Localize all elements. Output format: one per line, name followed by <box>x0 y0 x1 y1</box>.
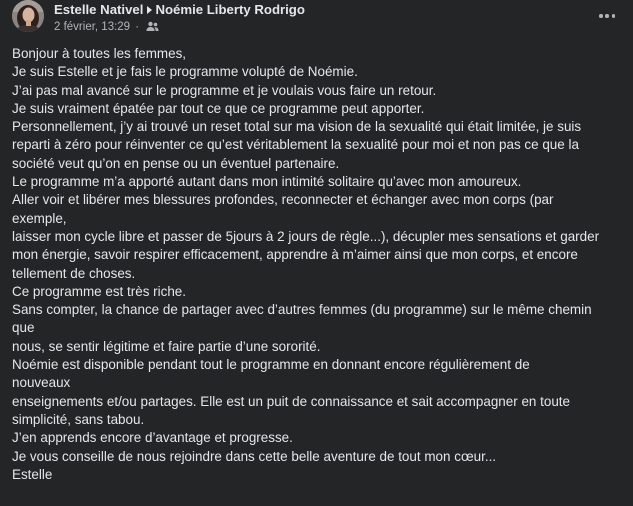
post-text-line: J’ai pas mal avancé sur le programme et je voulais vous faire un retour. <box>12 82 437 98</box>
meta-separator: · <box>135 21 140 33</box>
post-text-line: simplicité, sans tabou. <box>12 411 145 427</box>
post-text-line: que <box>12 320 35 336</box>
post-text-line: Le programme m’a apporté autant dans mon intimité solitaire qu’avec mon amoureux. <box>12 174 522 190</box>
dot <box>599 14 603 18</box>
arrow-right-icon <box>147 6 152 14</box>
dot <box>612 14 616 18</box>
avatar-image <box>12 0 44 32</box>
post-text-line: Bonjour à toutes les femmes, <box>12 46 187 61</box>
post-text-line: Je vous conseille de nous rejoindre dans cette belle aventure de tout mon cœur... <box>12 448 497 464</box>
post-text-line: enseignements et/ou partages. Elle est un puit de connaissance et sait accompagner en toute <box>12 393 571 409</box>
post-text-line: Je suis vraiment épatée par tout ce que ce programme peut apporter. <box>12 100 425 116</box>
post-meta <box>54 20 159 36</box>
post-text-line: exemple, <box>12 210 67 226</box>
post-text-line: nouveaux <box>12 375 71 391</box>
post-text-line: reparti à zéro pour réinventer ce qu’est véritablement la sexualité pour moi et non pas ce que la <box>12 137 579 153</box>
post-timestamp[interactable]: 2 février, 13:29 <box>54 21 131 33</box>
post-text-line: Je suis Estelle et je fais le programme volupté de Noémie. <box>12 64 358 80</box>
post-body <box>12 45 614 484</box>
post-text-line: Sans compter, la chance de partager avec d’autres femmes (du programme) sur le même chemin <box>12 302 592 318</box>
more-options-icon[interactable] <box>595 8 619 24</box>
post-header <box>0 0 633 40</box>
author-name[interactable]: Estelle Nativel <box>54 2 144 17</box>
group-name[interactable]: Noémie Liberty Rodrigo <box>155 2 305 17</box>
post-text-line: Ce programme est très riche. <box>12 283 186 299</box>
post-title <box>54 2 305 18</box>
post-text-line: société veut qu’on en pense ou un éventuel partenaire. <box>12 155 340 171</box>
post-text-line: J’en apprends encore d’avantage et progresse. <box>12 430 293 446</box>
post-text-line: Personnellement, j’y ai trouvé un reset total sur ma vision de la sexualité qui était limitée, je suis <box>12 119 582 135</box>
post-text-line: mon énergie, savoir respirer efficacement, apprendre à m’aimer ainsi que mon corps, et encore <box>12 247 578 263</box>
post-text-line: Aller voir et libérer mes blessures profondes, reconnecter et échanger avec mon corps (par <box>12 192 554 208</box>
dot <box>605 14 609 18</box>
people-icon[interactable] <box>146 21 159 36</box>
post-text-line: Noémie est disponible pendant tout le programme en donnant encore régulièrement de <box>12 357 530 373</box>
post-text-line: Estelle <box>12 466 53 482</box>
post-text-line: nous, se sentir légitime et faire partie d’une sororité. <box>12 338 321 354</box>
author-avatar[interactable] <box>12 0 44 32</box>
post-text-line: tellement de choses. <box>12 265 136 281</box>
post-text-line: laisser mon cycle libre et passer de 5jours à 2 jours de règle...), décupler mes sensations et garder <box>12 228 600 244</box>
